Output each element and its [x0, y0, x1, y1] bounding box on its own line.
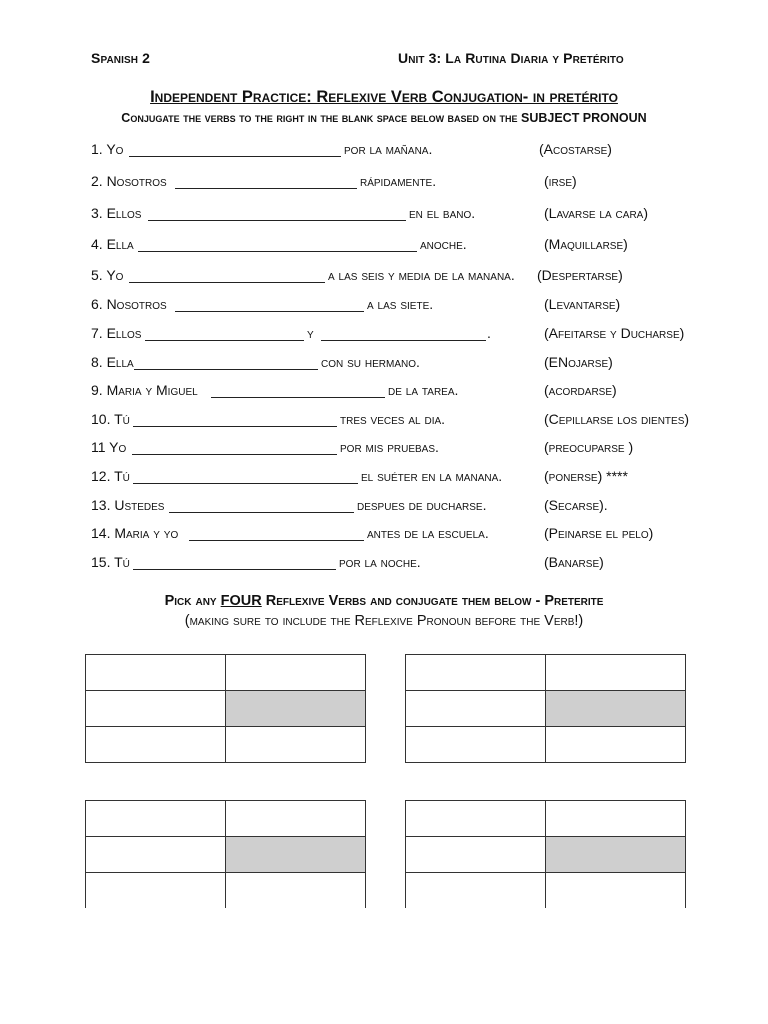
instructions-text: Conjugate the verbs to the right in the blank space below based on the	[121, 111, 518, 125]
exercise-row	[91, 554, 711, 574]
answer-blank[interactable]	[211, 397, 385, 398]
exercise-subject: 8. Ella	[91, 354, 134, 370]
answer-blank[interactable]	[132, 454, 337, 455]
exercise-verb: (Despertarse)	[537, 267, 623, 283]
exercise-phrase: el suéter en la manana.	[361, 468, 503, 484]
chart-cell[interactable]	[86, 873, 226, 909]
chart-cell[interactable]	[406, 655, 546, 691]
chart-cell[interactable]	[86, 801, 226, 837]
chart-cell[interactable]	[406, 801, 546, 837]
exercise-row	[91, 267, 711, 287]
exercise-phrase: antes de la escuela.	[367, 525, 489, 541]
exercise-subject: 4. Ella	[91, 236, 134, 252]
exercise-row	[91, 382, 711, 402]
exercise-verb: (acordarse)	[544, 382, 617, 398]
chart-cell[interactable]	[546, 727, 686, 763]
chart-cell[interactable]	[226, 801, 366, 837]
answer-blank[interactable]	[138, 251, 417, 252]
exercise-subject: 6. Nosotros	[91, 296, 167, 312]
exercise-phrase: .	[487, 325, 491, 341]
chart-cell[interactable]	[226, 727, 366, 763]
answer-blank[interactable]	[133, 483, 358, 484]
exercise-row	[91, 468, 711, 488]
chart-cell[interactable]	[546, 873, 686, 909]
chart-cell[interactable]	[546, 801, 686, 837]
exercise-row	[91, 497, 711, 517]
answer-blank[interactable]	[129, 156, 341, 157]
chart-cell[interactable]	[406, 873, 546, 909]
chart-cell[interactable]	[226, 873, 366, 909]
exercise-phrase: despues de ducharse.	[357, 497, 487, 513]
exercise-phrase: tres veces al dia.	[340, 411, 446, 427]
exercise-subject: 11 Yo	[91, 439, 127, 455]
chart-cell[interactable]	[86, 691, 226, 727]
chart-cell[interactable]	[546, 655, 686, 691]
chart-cell-shaded	[226, 837, 366, 873]
chart-cell[interactable]	[86, 837, 226, 873]
chart-cell-shaded	[546, 691, 686, 727]
exercise-verb: (Acostarse)	[539, 141, 612, 157]
exercise-verb: (preocuparse )	[544, 439, 634, 455]
chart-cell[interactable]	[406, 727, 546, 763]
exercise-row	[91, 525, 711, 545]
conjugation-chart-3	[85, 800, 366, 908]
exercise-verb: (ponerse) ****	[544, 468, 628, 484]
exercise-subject: 12. Tú	[91, 468, 130, 484]
exercise-row	[91, 236, 711, 256]
answer-blank[interactable]	[169, 512, 354, 513]
answer-blank[interactable]	[129, 282, 325, 283]
exercise-verb: (irse)	[544, 173, 577, 189]
conjugation-chart-1	[85, 654, 366, 763]
exercise-subject: 3. Ellos	[91, 205, 142, 221]
chart-cell-shaded	[226, 691, 366, 727]
exercise-phrase: en el bano.	[409, 205, 476, 221]
pick-instructions	[0, 593, 768, 609]
pick-emphasis: FOUR	[220, 593, 262, 609]
exercise-subject: 2. Nosotros	[91, 173, 167, 189]
exercise-row	[91, 173, 711, 193]
exercise-phrase: rápidamente.	[360, 173, 437, 189]
exercise-subject: 10. Tú	[91, 411, 130, 427]
exercise-row	[91, 411, 711, 431]
exercise-subject: 15. Tú	[91, 554, 130, 570]
chart-cell[interactable]	[86, 727, 226, 763]
answer-blank[interactable]	[145, 340, 304, 341]
exercise-verb: (Peinarse el pelo)	[544, 525, 654, 541]
exercise-row	[91, 439, 711, 459]
exercise-row	[91, 141, 711, 161]
exercise-phrase: con su hermano.	[321, 354, 420, 370]
chart-cell[interactable]	[406, 691, 546, 727]
conjugation-chart-4	[405, 800, 686, 908]
answer-blank[interactable]	[134, 369, 318, 370]
exercise-subject: 14. Maria y yo	[91, 525, 179, 541]
answer-blank[interactable]	[189, 540, 364, 541]
answer-blank[interactable]	[133, 569, 336, 570]
exercise-verb: (Banarse)	[544, 554, 604, 570]
exercise-verb: (Lavarse la cara)	[544, 205, 648, 221]
exercise-subject: 9. Maria y Miguel	[91, 382, 198, 398]
instructions-emphasis: SUBJECT PRONOUN	[520, 111, 647, 125]
conjugation-chart-2	[405, 654, 686, 763]
exercise-verb: (Afeitarse y Ducharse)	[544, 325, 685, 341]
unit-title: Unit 3: La Rutina Diaria y Pretérito	[398, 50, 624, 66]
exercise-verb: (ENojarse)	[544, 354, 613, 370]
course-name: Spanish 2	[91, 50, 150, 66]
exercise-subject: 1. Yo	[91, 141, 124, 157]
answer-blank[interactable]	[133, 426, 337, 427]
exercise-phrase: por la mañana.	[344, 141, 433, 157]
answer-blank[interactable]	[321, 340, 486, 341]
answer-blank[interactable]	[148, 220, 406, 221]
pick-post: Reflexive Verbs and conjugate them below - Preterite	[261, 593, 604, 609]
exercise-subject: 7. Ellos	[91, 325, 142, 341]
chart-cell-shaded	[546, 837, 686, 873]
exercise-connector: y	[307, 325, 314, 341]
pick-subtitle: (making sure to include the Reflexive Pronoun before the Verb!)	[184, 613, 584, 629]
worksheet-title: Independent Practice: Reflexive Verb Conjugation- in pretérito	[150, 88, 618, 106]
chart-cell[interactable]	[86, 655, 226, 691]
exercise-row	[91, 325, 711, 345]
exercise-verb: (Levantarse)	[544, 296, 621, 312]
exercise-phrase: por mis pruebas.	[340, 439, 439, 455]
answer-blank[interactable]	[175, 311, 364, 312]
instructions	[0, 111, 768, 125]
exercise-verb: (Cepillarse los dientes)	[544, 411, 690, 427]
exercise-subject: 5. Yo	[91, 267, 124, 283]
exercise-phrase: anoche.	[420, 236, 467, 252]
answer-blank[interactable]	[175, 188, 357, 189]
exercise-row	[91, 354, 711, 374]
exercise-subject: 13. Ustedes	[91, 497, 165, 513]
pick-pre: Pick any	[164, 593, 221, 609]
exercise-verb: (Secarse).	[544, 497, 608, 513]
chart-cell[interactable]	[226, 655, 366, 691]
exercise-phrase: a las seis y media de la manana.	[328, 267, 515, 283]
exercise-phrase: de la tarea.	[388, 382, 459, 398]
exercise-row	[91, 205, 711, 225]
exercise-verb: (Maquillarse)	[544, 236, 628, 252]
exercise-row	[91, 296, 711, 316]
chart-cell[interactable]	[406, 837, 546, 873]
exercise-phrase: a las siete.	[367, 296, 434, 312]
exercise-phrase: por la noche.	[339, 554, 421, 570]
